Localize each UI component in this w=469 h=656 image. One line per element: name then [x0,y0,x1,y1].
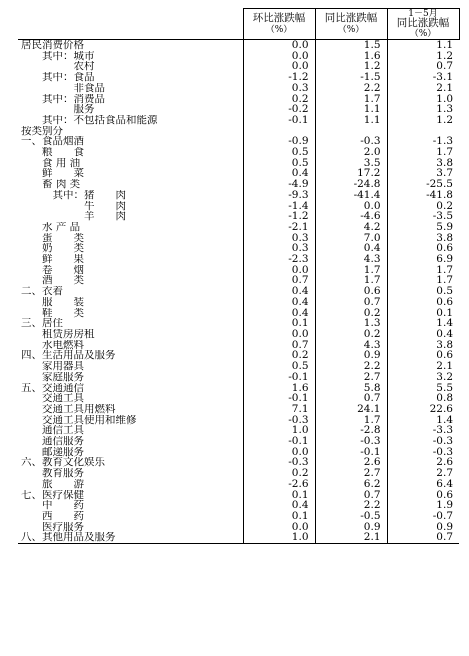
row-yoy-value: 1.7 [315,415,387,426]
row-mom-value: 0.4 [243,500,315,511]
row-mom-value: 0.3 [243,243,315,254]
row-mom-value: -1.4 [243,201,315,212]
table-row [18,40,459,51]
row-mom-value: 0.4 [243,308,315,319]
row-label: 通信工具 [42,425,84,437]
row-yoy-value: 0.2 [315,308,387,319]
row-mom-value: -2.1 [243,222,315,233]
row-mom-value: 7.1 [243,404,315,415]
row-mom-value: 1.0 [243,425,315,436]
row-mom-value: 0.0 [243,40,315,51]
row-cum-value: -3.1 [387,72,459,83]
row-yoy-value: 0.6 [315,286,387,297]
row-yoy-value: 2.6 [315,457,387,468]
table-row [18,511,459,522]
row-yoy-value: 0.7 [315,490,387,501]
row-label: 二、衣着 [21,286,63,297]
row-label: 交通工具使用和维修 [42,414,137,426]
row-cum-value: -3.5 [387,211,459,222]
row-label: 其中：城市 [42,50,95,62]
row-yoy-value: 4.3 [315,254,387,265]
table-body [18,40,459,544]
row-mom-value: 0.1 [243,318,315,329]
row-label: 其中：消费品 [42,93,105,105]
row-mom-value: 0.0 [243,265,315,276]
row-mom-value: 0.0 [243,61,315,72]
row-cum-value [387,126,459,137]
row-label: 粮 食 [42,147,84,158]
row-yoy-value: -24.8 [315,179,387,190]
row-yoy-value: 5.8 [315,383,387,394]
table-row [18,415,459,426]
row-label: 其中：不包括食品和能源 [42,114,158,126]
row-yoy-value: 3.5 [315,158,387,169]
row-label: 四、生活用品及服务 [21,350,116,362]
table-row [18,404,459,415]
table-row [18,393,459,404]
row-mom-value: 0.0 [243,51,315,62]
table-row [18,168,459,179]
table-row [18,104,459,115]
row-yoy-value: 2.0 [315,147,387,158]
row-yoy-value: 2.1 [315,532,387,543]
row-cum-value: 5.5 [387,383,459,394]
row-cum-value: -3.3 [387,425,459,436]
row-label: 羊 肉 [84,211,126,222]
row-label: 八、其他用品及服务 [18,532,243,543]
table-row [18,158,459,169]
table-row [18,115,459,126]
row-label: 家庭服务 [42,371,84,383]
row-label: 酒 类 [42,275,84,287]
row-yoy-value: 1.5 [315,40,387,51]
row-yoy-value: -41.4 [315,190,387,201]
table-row [18,532,459,543]
table-row [18,318,459,329]
row-mom-value: -0.1 [243,436,315,447]
row-cum-value: 0.6 [387,243,459,254]
row-label: 卷 烟 [42,264,84,276]
row-yoy-value: 1.6 [315,51,387,62]
row-cum-value: 1.7 [387,147,459,158]
row-yoy-value: 2.7 [315,468,387,479]
row-mom-value: -0.1 [243,372,315,383]
row-cum-value: 1.3 [387,104,459,115]
row-cum-value: -0.3 [387,436,459,447]
row-label: 鲜 果 [42,254,84,265]
row-label: 通信服务 [42,436,84,447]
row-label: 五、交通通信 [21,382,84,394]
table-row [18,72,459,83]
row-cum-value: 0.1 [387,308,459,319]
row-label: 一、食品烟酒 [21,136,84,148]
row-cum-value: 0.8 [387,393,459,404]
table-row [18,372,459,383]
table-row [18,308,459,319]
table-row [18,94,459,105]
row-label: 交通工具 [42,393,84,404]
row-cum-value: 0.2 [387,201,459,212]
row-mom-value: 0.5 [243,147,315,158]
row-cum-value: 2.1 [387,361,459,372]
row-cum-value: 1.4 [387,318,459,329]
table-row [18,500,459,511]
row-yoy-value: 0.7 [315,393,387,404]
row-label: 鞋 类 [42,307,84,319]
table-row [18,126,459,137]
row-label: 教育服务 [42,468,84,479]
row-yoy-value: 0.7 [315,297,387,308]
row-mom-value: 0.2 [243,468,315,479]
row-mom-value: -0.3 [243,415,315,426]
row-label: 牛 肉 [84,200,126,212]
row-mom-value: 0.0 [243,522,315,533]
row-cum-value: 1.2 [387,115,459,126]
table-row [18,222,459,233]
header-row [18,9,459,40]
table-row [18,136,459,147]
row-mom-value: -0.1 [243,115,315,126]
row-mom-value: 0.0 [243,329,315,340]
row-cum-value: 22.6 [387,404,459,415]
header-yoy [315,9,387,40]
header-item [18,9,243,40]
row-cum-value: 0.7 [387,532,459,543]
table-row [18,243,459,254]
table-row [18,179,459,190]
row-yoy-value: 1.7 [315,94,387,105]
row-mom-value: 0.4 [243,286,315,297]
row-yoy-value: -1.5 [315,72,387,83]
row-yoy-value: -4.6 [315,211,387,222]
table-row [18,61,459,72]
table-row [18,436,459,447]
row-mom-value: 0.3 [243,233,315,244]
row-label: 西 药 [42,510,84,522]
row-label: 三、居住 [21,318,63,329]
row-label: 鲜 菜 [42,168,84,180]
row-label: 七、医疗保健 [21,489,84,501]
row-mom-value: 1.6 [243,383,315,394]
row-yoy-value: 4.2 [315,222,387,233]
row-yoy-value: 0.9 [315,522,387,533]
table-row [18,51,459,62]
row-label: 水电燃料 [42,339,84,351]
row-mom-value [243,126,315,137]
row-yoy-value [315,126,387,137]
row-yoy-value: -0.5 [315,511,387,522]
row-label: 其中：食品 [42,72,95,83]
table-row [18,490,459,501]
row-cum-value: 3.8 [387,340,459,351]
table-row [18,254,459,265]
table-row [18,479,459,490]
table-row [18,468,459,479]
row-yoy-value: -0.1 [315,447,387,458]
row-yoy-value: 2.2 [315,361,387,372]
row-yoy-value: 0.0 [315,201,387,212]
table-row [18,447,459,458]
row-mom-value: -9.3 [243,190,315,201]
table-row [18,350,459,361]
row-mom-value: 1.0 [243,532,315,543]
row-mom-value: -4.9 [243,179,315,190]
row-cum-value: -0.3 [387,447,459,458]
row-cum-value: 0.7 [387,61,459,72]
row-yoy-value: 7.0 [315,233,387,244]
row-mom-value: 0.4 [243,297,315,308]
row-yoy-value: 1.2 [315,61,387,72]
row-cum-value: -0.7 [387,511,459,522]
row-cum-value: 2.7 [387,468,459,479]
row-cum-value: 1.4 [387,415,459,426]
header-cum-unit: （%） [409,28,437,39]
row-cum-value: -41.8 [387,190,459,201]
row-mom-value: 0.2 [243,94,315,105]
row-label: 畜 肉 类 [42,179,81,190]
header-cum [387,9,459,40]
row-mom-value: 0.5 [243,158,315,169]
row-yoy-value: 2.2 [315,500,387,511]
row-yoy-value: 1.3 [315,318,387,329]
row-yoy-value: -0.3 [315,436,387,447]
row-mom-value: 0.7 [243,340,315,351]
row-cum-value: 0.4 [387,329,459,340]
row-cum-value: 2.1 [387,83,459,94]
table-row [18,147,459,158]
row-label: 服务 [73,104,95,115]
row-yoy-value: 4.3 [315,340,387,351]
row-label: 奶 类 [42,243,84,255]
row-label: 按类别分 [21,125,63,137]
row-yoy-value: -2.8 [315,425,387,436]
row-cum-value: 2.6 [387,457,459,468]
row-yoy-value: 2.7 [315,372,387,383]
row-label: 水 产 品 [42,221,81,233]
table-row [18,233,459,244]
row-yoy-value: 2.2 [315,83,387,94]
row-mom-value: 0.2 [243,350,315,361]
row-label: 农村 [73,61,95,73]
row-label: 医疗服务 [42,521,84,533]
row-mom-value: -1.2 [243,72,315,83]
row-yoy-value: 1.1 [315,115,387,126]
row-mom-value: -0.2 [243,104,315,115]
header-cum-period: 1－5月 [408,9,438,19]
row-yoy-value: 24.1 [315,404,387,415]
table-row [18,329,459,340]
row-label: 交通工具用燃料 [42,403,116,415]
row-mom-value: -0.9 [243,136,315,147]
row-label: 食 用 油 [42,157,81,169]
table-row [18,211,459,222]
row-yoy-value: 1.7 [315,275,387,286]
row-yoy-value: 1.1 [315,104,387,115]
row-label: 六、教育文化娱乐 [21,457,105,469]
row-cum-value: 0.6 [387,297,459,308]
row-label: 居民消费价格 [21,39,84,51]
row-label: 旅 游 [42,478,84,490]
row-cum-value: 0.6 [387,490,459,501]
row-yoy-value: 0.2 [315,329,387,340]
row-mom-value: -0.3 [243,457,315,468]
header-yoy-label: 同比涨跌幅 [324,11,378,24]
row-cum-value: 3.7 [387,168,459,179]
row-label: 其中：猪 肉 [52,189,126,201]
row-label: 家用器具 [42,361,84,372]
row-cum-value: 1.7 [387,275,459,286]
row-cum-value: 3.8 [387,233,459,244]
row-mom-value: 0.1 [243,490,315,501]
row-cum-value: 1.9 [387,500,459,511]
table-row [18,522,459,533]
row-mom-value: -2.6 [243,479,315,490]
row-cum-value: 0.5 [387,286,459,297]
header-mom [243,9,315,40]
row-cum-value: 5.9 [387,222,459,233]
table-row [18,83,459,94]
cpi-table [18,8,460,544]
table-row [18,425,459,436]
row-label: 蛋 类 [42,232,84,244]
table-row [18,286,459,297]
table-row [18,201,459,212]
row-cum-value: -1.3 [387,136,459,147]
row-cum-value: 6.4 [387,479,459,490]
row-yoy-value: 0.4 [315,243,387,254]
header-yoy-unit: （%） [337,24,365,35]
row-yoy-value: 17.2 [315,168,387,179]
row-yoy-value: -0.3 [315,136,387,147]
header-mom-unit: （%） [265,24,293,35]
row-cum-value: 1.1 [387,40,459,51]
row-label: 租赁房房租 [42,328,95,340]
row-label: 非食品 [73,82,105,94]
row-mom-value: 0.5 [243,361,315,372]
row-label: 邮递服务 [42,446,84,458]
row-cum-value: -25.5 [387,179,459,190]
row-cum-value: 1.2 [387,51,459,62]
row-cum-value: 6.9 [387,254,459,265]
row-mom-value: 0.3 [243,83,315,94]
row-mom-value: 0.4 [243,168,315,179]
row-label: 中 药 [42,500,84,511]
row-mom-value: -2.3 [243,254,315,265]
table-row [18,361,459,372]
row-mom-value: 0.1 [243,511,315,522]
row-cum-value: 3.2 [387,372,459,383]
row-cum-value: 1.7 [387,265,459,276]
row-yoy-value: 6.2 [315,479,387,490]
row-mom-value: -0.1 [243,393,315,404]
table-row [18,457,459,468]
row-cum-value: 0.6 [387,350,459,361]
table-row [18,275,459,286]
row-mom-value: 0.7 [243,275,315,286]
row-yoy-value: 0.9 [315,350,387,361]
row-mom-value: 0.0 [243,447,315,458]
header-cum-label: 同比涨跌幅 [396,17,450,29]
table-row [18,340,459,351]
row-label: 服 装 [42,296,84,308]
header-mom-label: 环比涨跌幅 [252,11,306,24]
table-row [18,297,459,308]
row-mom-value: -1.2 [243,211,315,222]
table-row [18,190,459,201]
row-cum-value: 3.8 [387,158,459,169]
row-yoy-value: 1.7 [315,265,387,276]
table-row [18,265,459,276]
table-row [18,383,459,394]
row-cum-value: 1.0 [387,94,459,105]
row-cum-value: 0.9 [387,522,459,533]
